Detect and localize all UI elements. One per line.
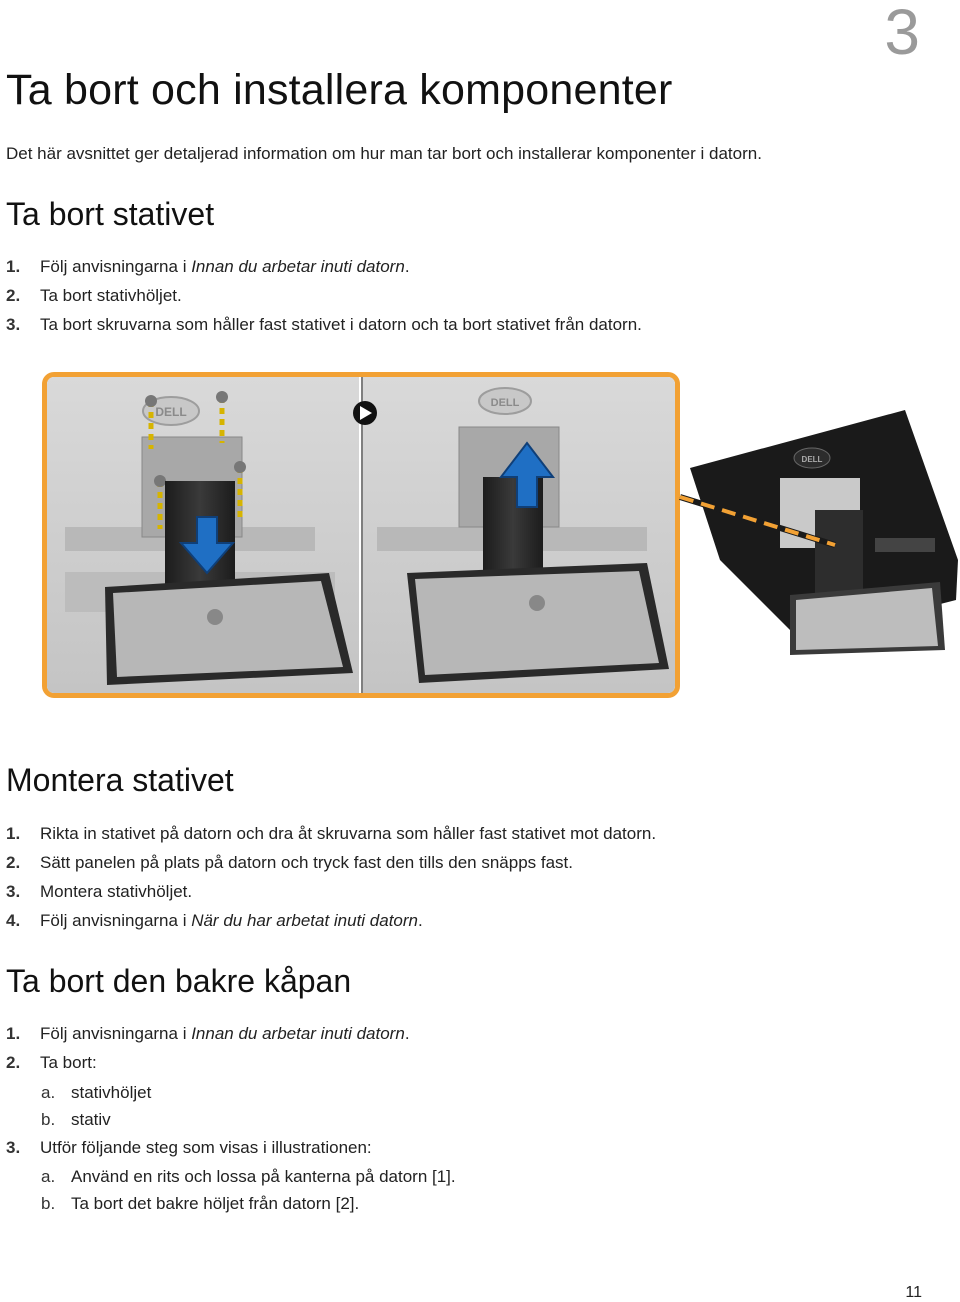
step-number: 2. [6,1053,21,1072]
step-link[interactable]: Innan du arbetar inuti datorn [191,1024,405,1043]
step-number: 1. [6,257,21,276]
install-stand-steps [6,819,656,935]
step2-sublist [41,1079,151,1133]
step-number: 3. [6,882,21,901]
step-text: Montera stativhöljet. [40,882,193,901]
sub-item [41,1106,151,1133]
step-text-end: . [418,911,423,930]
step-item [6,848,656,877]
step3-sublist [41,1163,456,1217]
sub-text: Använd en rits och lossa på kanterna på datorn [1]. [71,1167,456,1186]
sub-text: Ta bort det bakre höljet från datorn [2]. [71,1194,360,1213]
io-ports [875,538,935,552]
step-text: Ta bort: [40,1053,97,1072]
step-text: Följ anvisningarna i [40,911,192,930]
step-text-end: . [404,257,410,276]
remove-back-cover-steps [6,1019,410,1077]
dell-logo-text: DELL [155,405,187,419]
sub-letter: a. [41,1167,56,1186]
sub-text: stativ [71,1110,111,1129]
stand-neck [815,510,863,600]
step-number: 4. [6,911,21,930]
step-text: Ta bort skruvarna som håller fast stativet i datorn och ta bort stativet från datorn. [40,315,642,334]
dell-logo-text: DELL [801,455,823,464]
step-link[interactable]: När du har arbetat inuti datorn [191,911,419,930]
sub-letter: b. [41,1194,56,1213]
step-link[interactable]: Innan du arbetar inuti datorn [191,257,405,276]
sub-item [41,1190,456,1217]
step-text: Sätt panelen på plats på datorn och tryck fast den tills den snäpps fast. [40,853,573,872]
step-number: 1. [6,824,21,843]
step-text: Utför följande steg som visas i illustrationen: [40,1138,372,1157]
sub-item [41,1163,456,1190]
step-number: 2. [6,286,21,305]
section-heading-install-stand: Montera stativet [6,762,234,798]
dell-logo-text: DELL [490,397,520,409]
step-text: Följ anvisningarna i [40,1024,192,1043]
sub-text: stativhöljet [71,1083,152,1102]
page-title: Ta bort och installera komponenter [6,66,673,114]
step-number: 2. [6,853,21,872]
sub-item [41,1079,151,1106]
remove-back-cover-steps-cont [6,1133,372,1162]
sub-letter: a. [41,1083,56,1102]
step-item [6,1133,372,1162]
step-item [6,877,656,906]
sub-letter: b. [41,1110,56,1129]
step-number: 3. [6,1138,21,1157]
intro-paragraph: Det här avsnittet ger detaljerad information om hur man tar bort och installerar komponenter i datorn. [6,144,762,163]
step-text: Ta bort stativhöljet. [40,286,182,305]
chapter-number: 3 [884,0,920,68]
step-number: 3. [6,315,21,334]
step-text-end: . [404,1024,410,1043]
step-number: 1. [6,1024,21,1043]
section-heading-remove-back-cover: Ta bort den bakre kåpan [6,963,352,999]
section-heading-remove-stand: Ta bort stativet [6,196,215,232]
page-number: 11 [905,1284,922,1301]
step-item [6,819,656,848]
step-item [6,906,656,935]
step-text: Rikta in stativet på datorn och dra åt skruvarna som håller fast stativet mot datorn. [40,824,657,843]
step-item [6,1048,410,1077]
step-item [6,1019,410,1048]
step-text: Följ anvisningarna i [40,257,192,276]
